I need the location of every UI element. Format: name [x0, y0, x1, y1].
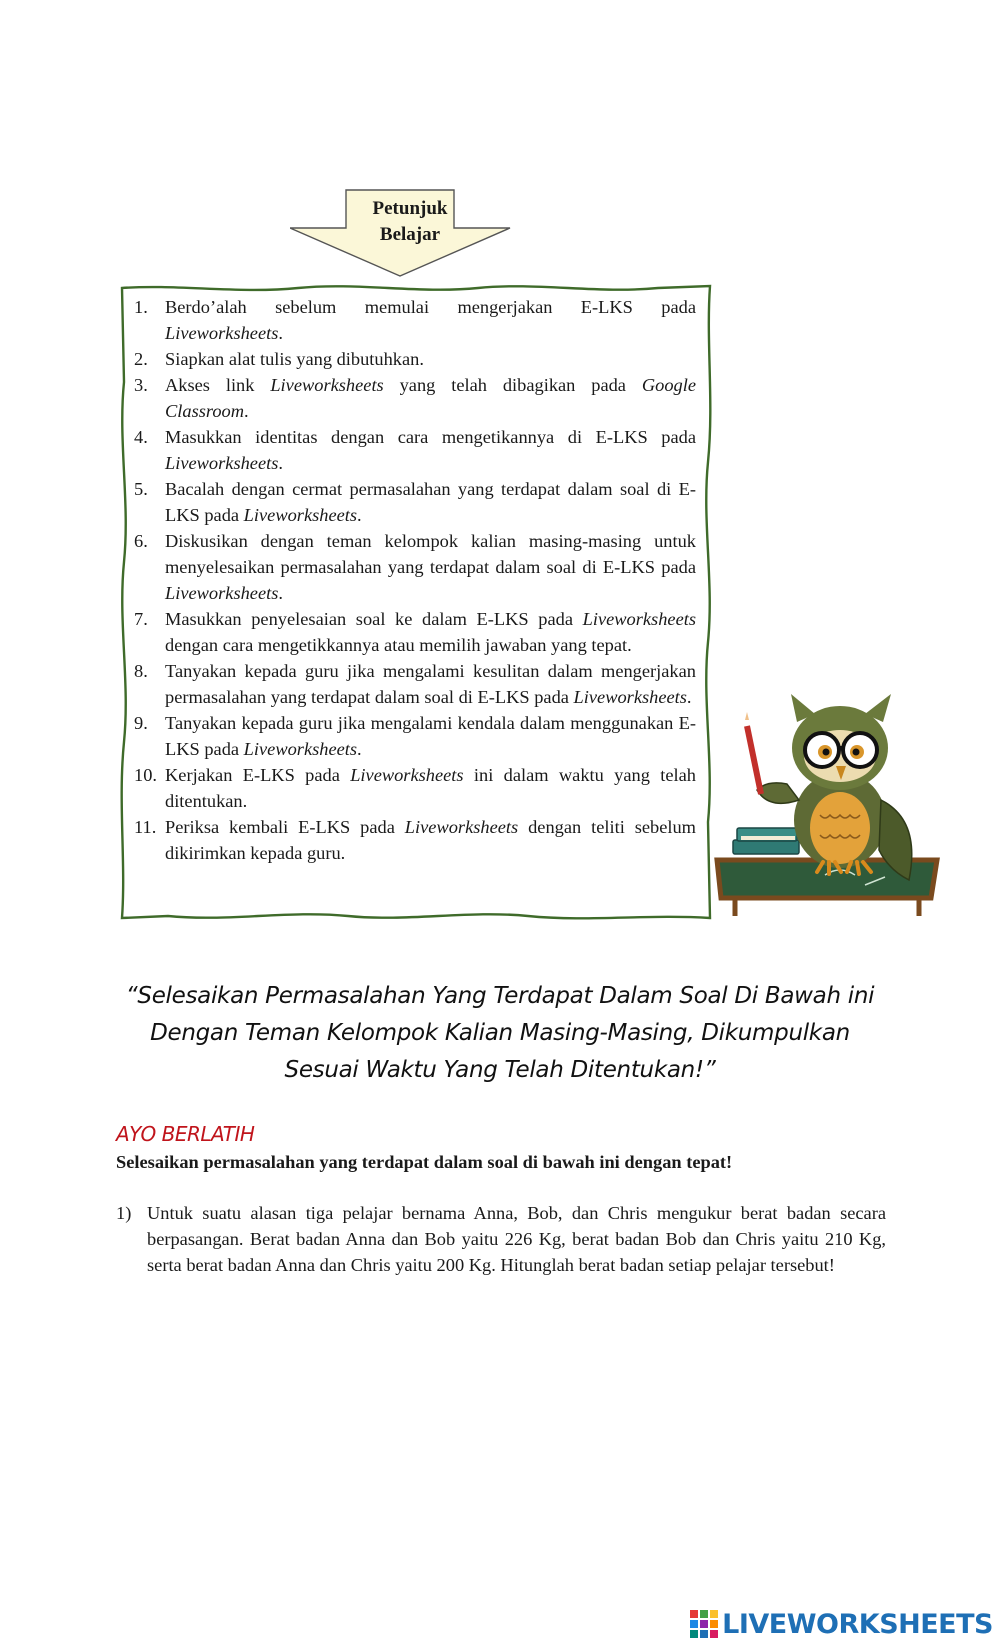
instruction-text-part: Bacalah dengan cermat permasalahan yang terdapat dalam soal di E-LKS pada	[165, 479, 696, 525]
instruction-text	[165, 658, 696, 710]
instruction-text-part: .	[278, 583, 283, 603]
instruction-item	[134, 710, 696, 762]
instruction-list	[134, 294, 696, 866]
instruction-italic-term: Liveworksheets	[165, 323, 279, 343]
instruction-item	[134, 476, 696, 528]
section-title: AYO BERLATIH	[116, 1122, 255, 1146]
instruction-item	[134, 762, 696, 814]
instruction-text	[165, 372, 696, 424]
instruction-item	[134, 814, 696, 866]
instruction-item	[134, 658, 696, 710]
instruction-text-part: Periksa kembali E-LKS pada	[165, 817, 405, 837]
instruction-italic-term: Liveworksheets	[165, 583, 279, 603]
instruction-text-part: dengan cara mengetikkannya atau memilih jawaban yang tepat.	[165, 635, 632, 655]
instruction-item	[134, 528, 696, 606]
instruction-text-part: Diskusikan dengan teman kelompok kalian masing-masing untuk menyelesaikan permasalahan yang terdapat dalam soal di E-LKS pada	[165, 531, 696, 577]
owl-teacher-illustration	[705, 690, 945, 920]
instruction-item	[134, 294, 696, 346]
instruction-text-part: .	[244, 401, 249, 421]
instruction-text	[165, 762, 696, 814]
instruction-italic-term: Liveworksheets	[350, 765, 464, 785]
instruction-number: 1.	[134, 297, 148, 317]
instruction-item	[134, 424, 696, 476]
instruction-number: 10.	[134, 765, 157, 785]
instruction-text-part: Tanyakan kepada guru jika mengalami kesulitan dalam mengerjakan permasalahan yang terdapat dalam soal di E-LKS pada	[165, 661, 696, 707]
instruction-text	[165, 814, 696, 866]
instruction-text-part: .	[278, 323, 283, 343]
instruction-number: 7.	[134, 609, 148, 629]
exercise-instruction: Selesaikan permasalahan yang terdapat dalam soal di bawah ini dengan tepat!	[116, 1152, 733, 1172]
instruction-italic-term: Liveworksheets	[243, 505, 358, 525]
problem-text: Untuk suatu alasan tiga pelajar bernama Anna, Bob, dan Chris mengukur berat badan secara berpasangan. Berat badan Anna dan Bob yaitu 226 Kg, berat badan Bob dan Chris yaitu 210 Kg, serta berat badan Anna dan Chris yaitu 200 Kg. Hitunglah berat badan setiap pelajar tersebut!	[147, 1203, 886, 1275]
instruction-text-part: Siapkan alat tulis yang dibutuhkan.	[165, 349, 424, 369]
instruction-italic-term: Google Classroom	[165, 375, 696, 421]
instruction-italic-term: Liveworksheets	[582, 609, 696, 629]
instruction-italic-term: Liveworksheets	[243, 739, 358, 759]
instruction-text-part: .	[686, 687, 692, 707]
instruction-number: 11.	[134, 817, 157, 837]
problem-number: 1)	[116, 1203, 132, 1223]
instruction-text-part: Masukkan penyelesaian soal ke dalam E-LKS pada	[165, 609, 583, 629]
instruction-text-part: dengan teliti sebelum dikirimkan kepada guru.	[165, 817, 696, 863]
instruction-item	[134, 346, 696, 372]
problem-item	[116, 1200, 886, 1278]
instruction-number: 2.	[134, 349, 148, 369]
liveworksheets-watermark[interactable]	[690, 1606, 993, 1642]
instruction-number: 3.	[134, 375, 148, 395]
instruction-text	[165, 346, 696, 372]
instruction-italic-term: Liveworksheets	[404, 817, 519, 837]
petunjuk-title	[350, 196, 470, 248]
instruction-item	[134, 372, 696, 424]
instruction-text	[165, 476, 696, 528]
instruction-number: 8.	[134, 661, 148, 681]
petunjuk-title-line2: Belajar	[379, 224, 441, 245]
liveworksheets-logo-icon	[690, 1610, 718, 1638]
instruction-item	[134, 606, 696, 658]
instruction-text-part: Berdo’alah sebelum memulai mengerjakan E-LKS pada	[165, 297, 696, 317]
instruction-text	[165, 528, 696, 606]
instruction-text-part: Masukkan identitas dengan cara mengetikannya di E-LKS pada	[165, 427, 696, 447]
quote-text: “Selesaikan Permasalahan Yang Terdapat Dalam Soal Di Bawah ini Dengan Teman Kelompok Kalian Masing-Masing, Dikumpulkan Sesuai Waktu Yang Telah Ditentukan!”	[125, 983, 875, 1083]
instruction-text-part: .	[278, 453, 283, 473]
instruction-italic-term: Liveworksheets	[165, 453, 279, 473]
instruction-text-part: ini dalam waktu yang telah ditentukan.	[165, 765, 696, 811]
instruction-text-part: Akses link	[165, 375, 271, 395]
petunjuk-title-line1: Petunjuk	[372, 198, 448, 219]
instruction-text-part: .	[357, 505, 362, 525]
instruction-text-part: Kerjakan E-LKS pada	[165, 765, 351, 785]
instruction-italic-term: Liveworksheets	[270, 375, 384, 395]
watermark-text: LIVEWORKSHEETS	[722, 1608, 993, 1640]
instruction-text	[165, 710, 696, 762]
instruction-number: 6.	[134, 531, 148, 551]
instruction-text	[165, 424, 696, 476]
instruction-number: 4.	[134, 427, 148, 447]
instruction-text	[165, 606, 696, 658]
instruction-number: 9.	[134, 713, 148, 733]
instruction-number: 5.	[134, 479, 148, 499]
instruction-italic-term: Liveworksheets	[573, 687, 687, 707]
instruction-text	[165, 294, 696, 346]
instruction-text-part: Tanyakan kepada guru jika mengalami kendala dalam menggunakan E-LKS pada	[165, 713, 696, 759]
instruction-text-part: .	[357, 739, 362, 759]
instruction-text-part: yang telah dibagikan pada	[383, 375, 642, 395]
